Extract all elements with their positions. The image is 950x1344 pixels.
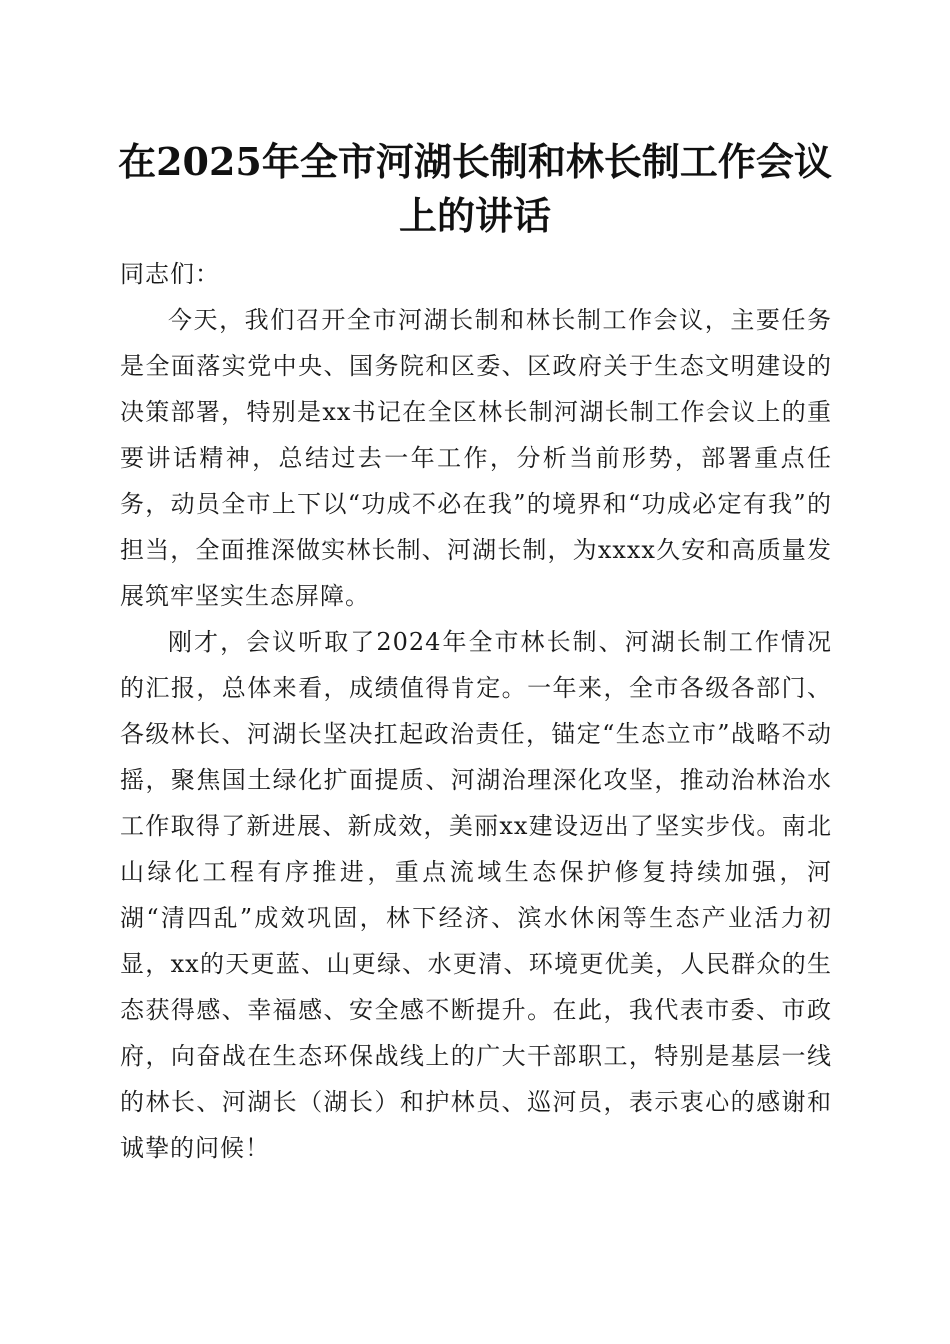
document-title: 在2025年全市河湖长制和林长制工作会议上的讲话 <box>118 139 832 238</box>
paragraph-2: 刚才，会议听取了2024年全市林长制、河湖长制工作情况的汇报，总体来看，成绩值得肯定。一年来，全市各级各部门、各级林长、河湖长坚决扛起政治责任，锚定“生态立市”战略不动摇，聚焦国土绿化扩面提质、河湖治理深化攻坚，推动治林治水工作取得了新进展、新成效，美丽xx建设迈出了坚实步伐。南北山绿化工程有序推进，重点流域生态保护修复持续加强，河湖“清四乱”成效巩固，林下经济、滨水休闲等生态产业活力初显，xx的天更蓝、山更绿、水更清、环境更优美，人民群众的生态获得感、幸福感、安全感不断提升。在此，我代表市委、市政府，向奋战在生态环保战线上的广大干部职工，特别是基层一线的林长、河湖长（湖长）和护林员、巡河员，表示衷心的感谢和诚挚的问候！ <box>120 628 832 1162</box>
paragraph-1: 今天，我们召开全市河湖长制和林长制工作会议，主要任务是全面落实党中央、国务院和区委、区政府关于生态文明建设的决策部署，特别是xx书记在全区林长制河湖长制工作会议上的重要讲话精神，总结过去一年工作，分析当前形势，部署重点任务，动员全市上下以“功成不必在我”的境界和“功成必定有我”的担当，全面推深做实林长制、河湖长制，为xxxx久安和高质量发展筑牢坚实生态屏障。 <box>120 306 832 610</box>
document-body <box>120 251 832 1171</box>
salutation: 同志们： <box>120 260 220 288</box>
